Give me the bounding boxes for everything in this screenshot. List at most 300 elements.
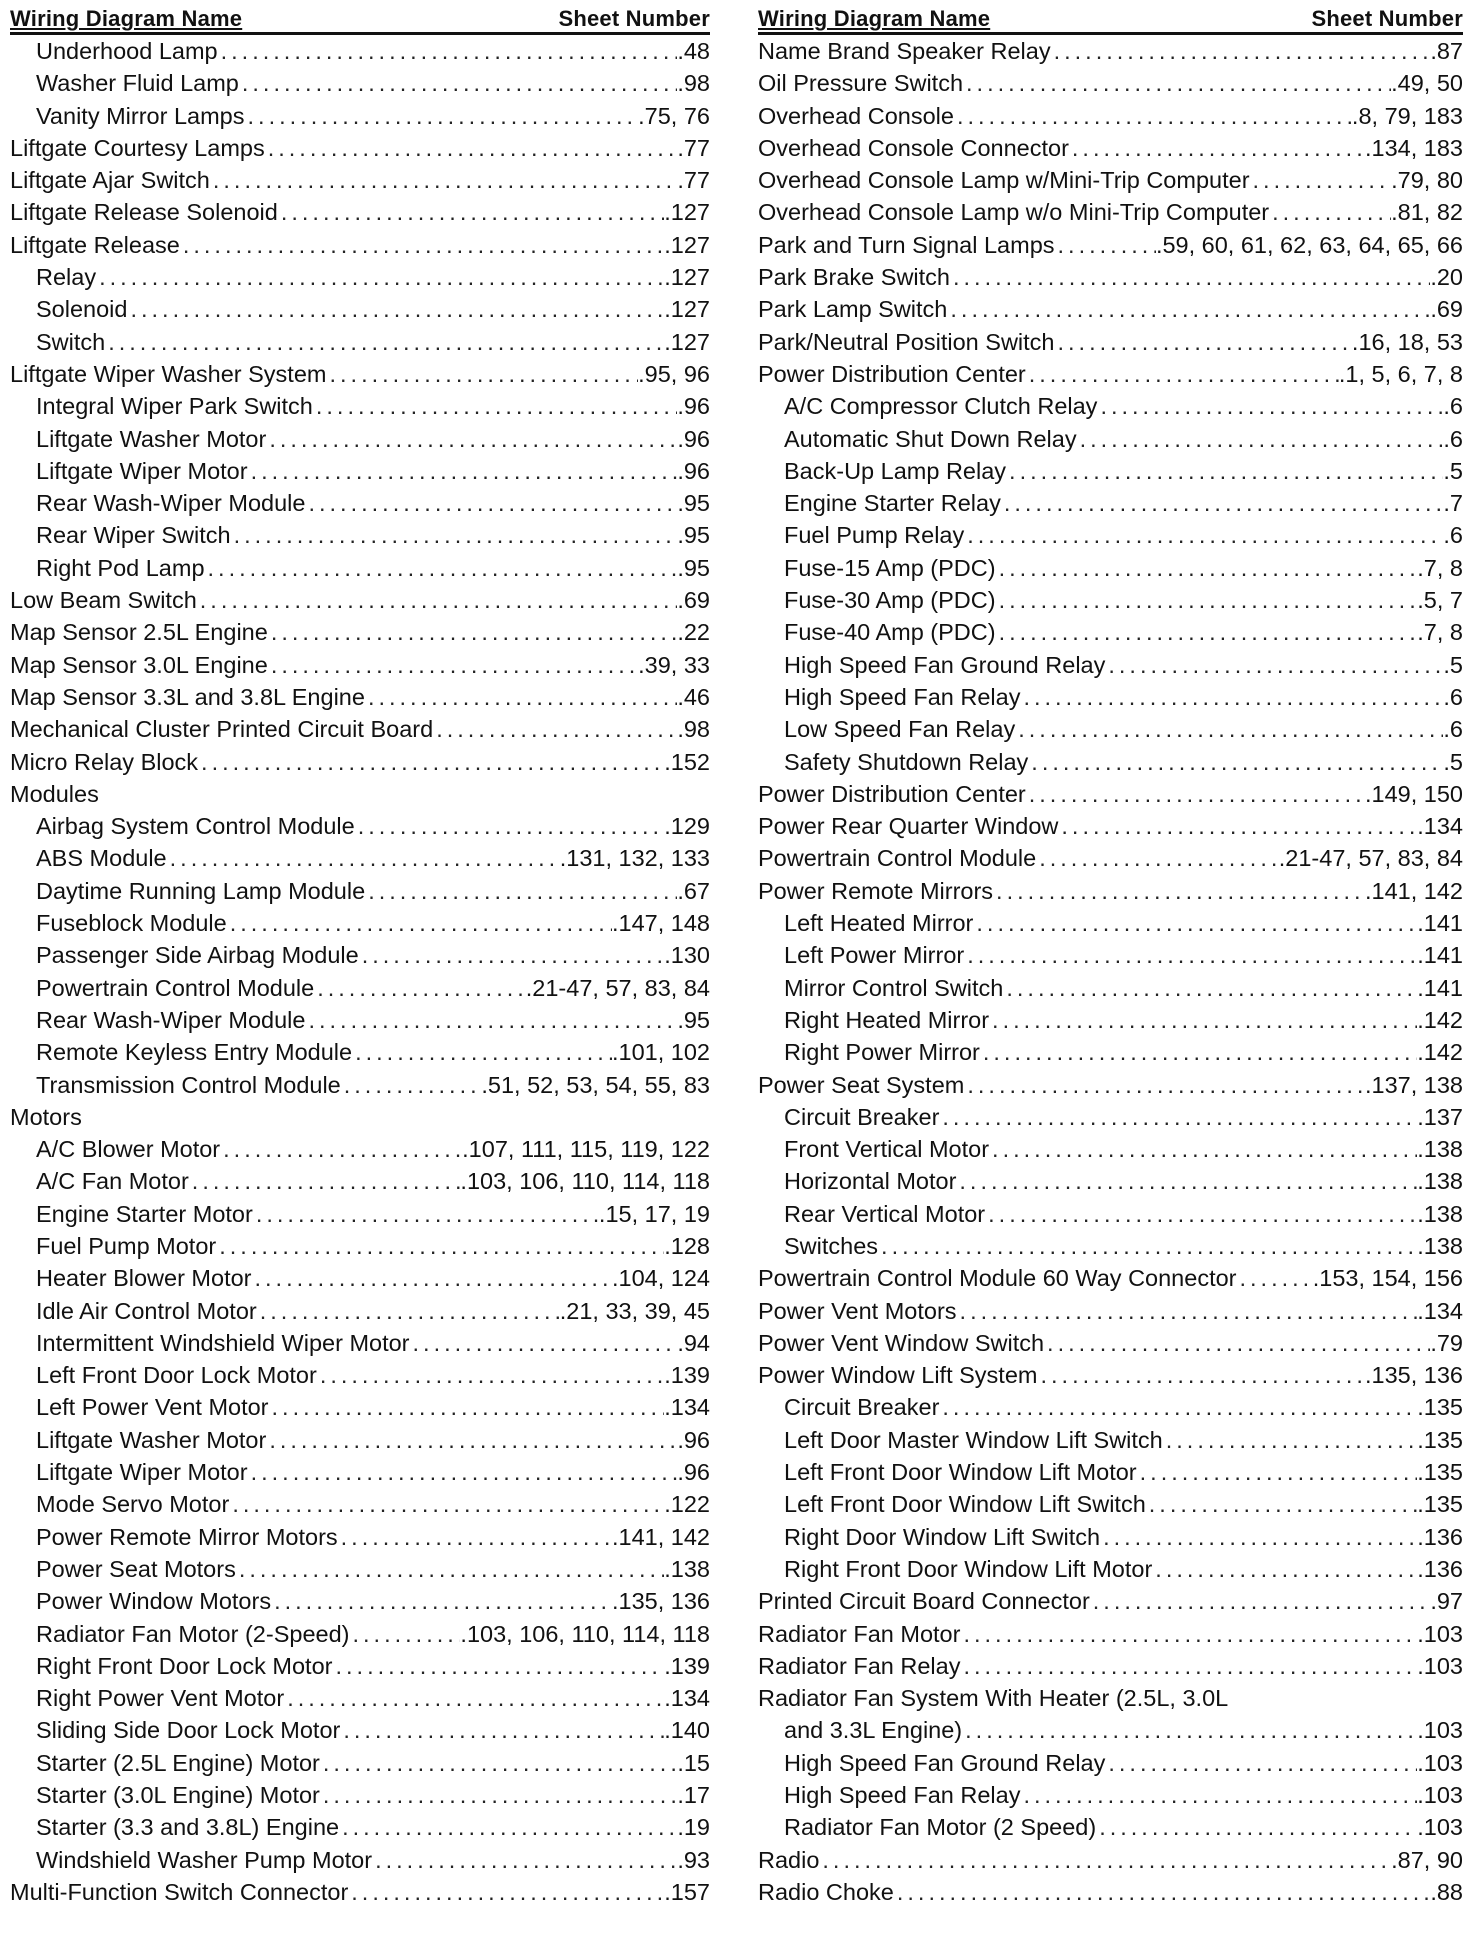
sheet-number: .138 [1417, 1232, 1463, 1259]
entry-label: Left Door Master Window Lift Switch [784, 1426, 1163, 1453]
index-entry [758, 293, 1463, 325]
index-entry [10, 1101, 710, 1133]
dot-leader [227, 907, 612, 939]
sheet-number: .141, 142 [1364, 877, 1463, 904]
sheet-number: .141 [1417, 910, 1463, 937]
index-entry [10, 552, 710, 584]
dot-leader [962, 1714, 1417, 1746]
column-header [10, 4, 710, 35]
entry-label: Motors [10, 1103, 82, 1130]
index-entry [758, 1811, 1463, 1843]
sheet-number: .138 [1417, 1136, 1463, 1163]
sheet-number: .141 [1417, 974, 1463, 1001]
entry-label: Power Seat Motors [36, 1555, 236, 1582]
entry-label: Power Window Lift System [758, 1362, 1038, 1389]
dot-leader [305, 487, 677, 519]
sheet-number: .7 [1443, 490, 1463, 517]
entry-label: Power Remote Mirrors [758, 877, 994, 904]
entry-label: Overhead Console [758, 102, 954, 129]
index-entry [758, 358, 1463, 390]
entry-label: Left Front Door Lock Motor [36, 1362, 317, 1389]
entry-label: and 3.3L Engine) [784, 1717, 963, 1744]
sheet-number: .16, 18, 53 [1351, 328, 1463, 355]
entry-label: Left Heated Mirror [784, 910, 974, 937]
index-entry [10, 1295, 710, 1327]
index-entry [758, 1359, 1463, 1391]
entry-label: Automatic Shut Down Relay [784, 425, 1077, 452]
dot-leader [1105, 1747, 1417, 1779]
dot-leader [348, 1876, 664, 1908]
index-entry [10, 229, 710, 261]
index-entry [10, 1198, 710, 1230]
sheet-number: .15 [677, 1749, 710, 1776]
dot-leader [960, 1650, 1417, 1682]
entry-label: Liftgate Washer Motor [36, 425, 267, 452]
index-entry [10, 1456, 710, 1488]
index-entry [10, 1682, 710, 1714]
index-entry [10, 1779, 710, 1811]
index-entry [10, 1650, 710, 1682]
sheet-number: .95 [677, 554, 710, 581]
index-entry [758, 1779, 1463, 1811]
sheet-number: .15, 17, 19 [598, 1200, 710, 1227]
entry-label: Liftgate Wiper Motor [36, 457, 248, 484]
sheet-number: .59, 60, 61, 62, 63, 64, 65, 66 [1155, 231, 1463, 258]
dot-leader [320, 1747, 677, 1779]
sheet-number: .127 [664, 231, 710, 258]
dot-leader [1001, 487, 1444, 519]
index-entry [758, 842, 1463, 874]
dot-leader [248, 1456, 678, 1488]
column-header [758, 4, 1463, 35]
sheet-number: .96 [677, 425, 710, 452]
dot-leader [284, 1682, 664, 1714]
dot-leader [326, 358, 638, 390]
index-entry [758, 390, 1463, 422]
index-entry [10, 487, 710, 519]
dot-leader [1054, 326, 1351, 358]
dot-leader [317, 1359, 664, 1391]
entry-label: Micro Relay Block [10, 748, 199, 775]
dot-leader [265, 132, 678, 164]
entry-label: Map Sensor 2.5L Engine [10, 619, 268, 646]
sheet-number: .157 [664, 1878, 710, 1905]
index-entry [758, 35, 1463, 67]
index-entry [758, 1521, 1463, 1553]
entry-label: Radiator Fan Motor (2 Speed) [784, 1814, 1097, 1841]
sheet-number: .87 [1430, 38, 1463, 64]
dot-leader [1026, 778, 1365, 810]
index-entry [758, 487, 1463, 519]
sheet-number: .103 [1417, 1782, 1463, 1809]
sheet-number: .153, 154, 156 [1312, 1265, 1463, 1292]
dot-leader [332, 1650, 664, 1682]
index-entry [10, 132, 710, 164]
sheet-number: .134 [1417, 813, 1463, 840]
entry-label: Solenoid [36, 296, 128, 323]
dot-leader [996, 552, 1418, 584]
index-entry [758, 1618, 1463, 1650]
sheet-number: .21-47, 57, 83, 84 [1278, 845, 1463, 872]
index-entry [10, 616, 710, 648]
entry-label: Passenger Side Airbag Module [36, 942, 359, 969]
sheet-number: .7, 8 [1417, 554, 1463, 581]
index-entry [10, 1069, 710, 1101]
sheet-number: .6 [1443, 522, 1463, 549]
dot-leader [973, 907, 1417, 939]
index-entry [10, 261, 710, 293]
index-entry [758, 1682, 1463, 1714]
index-entry [758, 1747, 1463, 1779]
dot-leader [1077, 423, 1444, 455]
entry-label: Left Power Mirror [784, 942, 965, 969]
entry-label: Idle Air Control Motor [36, 1297, 257, 1324]
index-entry [10, 1585, 710, 1617]
index-entry [10, 1004, 710, 1036]
index-entry [758, 1488, 1463, 1520]
entry-label: Mode Servo Motor [36, 1491, 230, 1518]
index-entry [758, 681, 1463, 713]
dot-leader [963, 67, 1391, 99]
sheet-number: .103 [1417, 1620, 1463, 1647]
dot-leader [372, 1844, 677, 1876]
sheet-number: .131, 132, 133 [559, 845, 710, 872]
entry-label: Windshield Washer Pump Motor [36, 1846, 373, 1873]
dot-leader [996, 584, 1418, 616]
entry-label: Fuseblock Module [36, 910, 227, 937]
dot-leader [197, 584, 678, 616]
entry-label: Right Power Vent Motor [36, 1685, 285, 1712]
dot-leader [340, 1714, 664, 1746]
entry-label: Powertrain Control Module 60 Way Connector [758, 1265, 1237, 1292]
sheet-number: .48 [677, 38, 710, 64]
entry-label: Rear Wash-Wiper Module [36, 1006, 306, 1033]
dot-leader [1028, 746, 1443, 778]
entry-label: Radio [758, 1846, 820, 1873]
dot-leader [167, 842, 560, 874]
index-entry [758, 455, 1463, 487]
sheet-number: .20 [1430, 264, 1463, 291]
dot-leader [1137, 1456, 1418, 1488]
dot-leader [1237, 1262, 1313, 1294]
sheet-number: .77 [677, 134, 710, 161]
dot-leader [210, 164, 677, 196]
dot-leader [355, 810, 665, 842]
dot-leader [1096, 1811, 1417, 1843]
index-entry [758, 939, 1463, 971]
entry-label: Modules [10, 780, 99, 807]
dot-leader [365, 681, 677, 713]
sheet-number: .103 [1417, 1749, 1463, 1776]
sheet-number: .141 [1417, 942, 1463, 969]
dot-leader [1250, 164, 1392, 196]
dot-leader [338, 1521, 612, 1553]
sheet-number: .21-47, 57, 83, 84 [525, 974, 710, 1001]
entry-label: Airbag System Control Module [36, 813, 355, 840]
index-entry [758, 67, 1463, 99]
entry-label: Liftgate Courtesy Lamps [10, 134, 265, 161]
dot-leader [257, 1295, 560, 1327]
entry-label: Oil Pressure Switch [758, 70, 964, 97]
sheet-number-heading: Sheet Number [558, 6, 710, 31]
entry-label: Radiator Fan Relay [758, 1652, 961, 1679]
sheet-number: .6 [1443, 425, 1463, 452]
entry-label: ABS Module [36, 845, 167, 872]
index-entry [758, 132, 1463, 164]
sheet-number: .138 [1417, 1168, 1463, 1195]
index-entry [10, 1036, 710, 1068]
sheet-number: .94 [677, 1329, 710, 1356]
dot-leader [105, 326, 664, 358]
entry-label: Horizontal Motor [784, 1168, 957, 1195]
dot-leader [1105, 649, 1443, 681]
sheet-number: .103 [1417, 1717, 1463, 1744]
dot-leader [996, 616, 1418, 648]
sheet-number: .103 [1417, 1814, 1463, 1841]
index-entry [10, 746, 710, 778]
sheet-number: .135 [1417, 1426, 1463, 1453]
dot-leader [950, 261, 1430, 293]
entry-label: Rear Wash-Wiper Module [36, 490, 306, 517]
entry-label: Mirror Control Switch [784, 974, 1004, 1001]
entry-label: Sliding Side Door Lock Motor [36, 1717, 341, 1744]
dot-leader [231, 519, 678, 551]
dot-leader [198, 746, 664, 778]
dot-leader [410, 1327, 678, 1359]
entry-label: Washer Fluid Lamp [36, 70, 239, 97]
entry-label: Left Front Door Window Lift Motor [784, 1459, 1137, 1486]
index-entry [10, 35, 710, 67]
index-entry [10, 939, 710, 971]
entry-label: A/C Fan Motor [36, 1168, 189, 1195]
index-entry [758, 1230, 1463, 1262]
entry-label: Multi-Function Switch Connector [10, 1878, 349, 1905]
index-entry [10, 1391, 710, 1423]
dot-leader [320, 1779, 677, 1811]
index-entry [10, 810, 710, 842]
dot-leader [960, 1618, 1417, 1650]
dot-leader [1152, 1553, 1417, 1585]
index-entry [758, 1714, 1463, 1746]
index-entry [10, 1488, 710, 1520]
index-entry [758, 1391, 1463, 1423]
index-entry [758, 1650, 1463, 1682]
index-entry [10, 1133, 710, 1165]
sheet-number: .103 [1417, 1652, 1463, 1679]
sheet-number: .135 [1417, 1394, 1463, 1421]
dot-leader [1037, 1359, 1365, 1391]
entry-label: Power Seat System [758, 1071, 965, 1098]
index-entry [10, 455, 710, 487]
index-entry [10, 584, 710, 616]
dot-leader [980, 1036, 1417, 1068]
sheet-number: .149, 150 [1364, 780, 1463, 807]
dot-leader [1036, 842, 1279, 874]
index-entries [10, 35, 710, 1908]
index-entry [758, 261, 1463, 293]
dot-leader [305, 1004, 677, 1036]
index-entry [10, 681, 710, 713]
index-entry [758, 972, 1463, 1004]
sheet-number: .93 [677, 1846, 710, 1873]
dot-leader [248, 455, 678, 487]
entry-label: Overhead Console Lamp w/o Mini-Trip Computer [758, 199, 1270, 226]
entry-label: Powertrain Control Module [36, 974, 315, 1001]
index-entry [758, 423, 1463, 455]
index-entry [758, 713, 1463, 745]
entry-label: Map Sensor 3.3L and 3.8L Engine [10, 683, 365, 710]
dot-leader [96, 261, 664, 293]
entry-label: Switches [784, 1232, 879, 1259]
index-entry [10, 649, 710, 681]
index-entry [758, 229, 1463, 261]
sheet-number-heading: Sheet Number [1311, 6, 1463, 31]
sheet-number: .67 [677, 877, 710, 904]
sheet-number: .19 [677, 1814, 710, 1841]
dot-leader [1020, 681, 1443, 713]
dot-leader [1269, 196, 1391, 228]
dot-leader [878, 1230, 1417, 1262]
sheet-number: .127 [664, 199, 710, 226]
index-entry [758, 1198, 1463, 1230]
sheet-number: .79 [1430, 1329, 1463, 1356]
sheet-number: .6 [1443, 683, 1463, 710]
dot-leader [1020, 1779, 1417, 1811]
sheet-number: .139 [664, 1362, 710, 1389]
sheet-number: .95 [677, 522, 710, 549]
entry-label: Liftgate Wiper Motor [36, 1459, 248, 1486]
index-entries [758, 35, 1463, 1908]
entry-label: Right Pod Lamp [36, 554, 205, 581]
index-entry [10, 423, 710, 455]
entry-label: Daytime Running Lamp Module [36, 877, 366, 904]
index-entry [10, 100, 710, 132]
entry-label: Radiator Fan Motor [758, 1620, 961, 1647]
index-entry [758, 1295, 1463, 1327]
dot-leader [313, 390, 677, 422]
entry-label: Low Beam Switch [10, 587, 197, 614]
index-entry [10, 1424, 710, 1456]
index-entry [758, 1456, 1463, 1488]
entry-label: Rear Wiper Switch [36, 522, 231, 549]
entry-label: Underhood Lamp [36, 38, 218, 64]
sheet-number: .138 [1417, 1200, 1463, 1227]
entry-label: Park and Turn Signal Lamps [758, 231, 1055, 258]
entry-label: Intermittent Windshield Wiper Motor [36, 1329, 410, 1356]
sheet-number: .130 [664, 942, 710, 969]
index-entry [10, 358, 710, 390]
entry-label: Safety Shutdown Relay [784, 748, 1029, 775]
sheet-number: .95, 96 [638, 360, 710, 387]
entry-label: Right Front Door Lock Motor [36, 1652, 333, 1679]
index-entry [758, 584, 1463, 616]
dot-leader [1044, 1327, 1430, 1359]
sheet-number: .122 [664, 1491, 710, 1518]
entry-label: Power Vent Window Switch [758, 1329, 1045, 1356]
entry-label: Park Lamp Switch [758, 296, 948, 323]
dot-leader [964, 1069, 1365, 1101]
entry-label: Right Door Window Lift Switch [784, 1523, 1101, 1550]
dot-leader [1097, 390, 1443, 422]
dot-leader [349, 1618, 460, 1650]
sheet-number: .49, 50 [1391, 70, 1463, 97]
dot-leader [239, 67, 677, 99]
sheet-number: .96 [677, 1426, 710, 1453]
dot-leader [819, 1844, 1391, 1876]
dot-leader [1015, 713, 1443, 745]
sheet-number: .152 [664, 748, 710, 775]
index-entry [758, 164, 1463, 196]
dot-leader [268, 616, 678, 648]
right-column [758, 4, 1463, 1908]
index-entry [10, 842, 710, 874]
left-column [10, 4, 710, 1908]
entry-label: Liftgate Wiper Washer System [10, 360, 327, 387]
index-entry [758, 1165, 1463, 1197]
entry-label: Transmission Control Module [36, 1071, 341, 1098]
wiring-diagram-name-heading: Wiring Diagram Name [758, 6, 991, 31]
sheet-number: .46 [677, 683, 710, 710]
sheet-number: .127 [664, 264, 710, 291]
sheet-number: .5 [1443, 651, 1463, 678]
sheet-number: .141, 142 [611, 1523, 710, 1550]
dot-leader [956, 1165, 1417, 1197]
entry-label: Right Power Mirror [784, 1039, 980, 1066]
entry-label: Right Front Door Window Lift Motor [784, 1555, 1153, 1582]
entry-label: High Speed Fan Relay [784, 1782, 1021, 1809]
sheet-number: .129 [664, 813, 710, 840]
entry-label: Power Window Motors [36, 1588, 272, 1615]
entry-label: Power Rear Quarter Window [758, 813, 1059, 840]
sheet-number: .104, 124 [611, 1265, 710, 1292]
dot-leader [341, 1069, 482, 1101]
entry-label: Right Heated Mirror [784, 1006, 990, 1033]
index-entry [10, 67, 710, 99]
entry-label: Fuse-15 Amp (PDC) [784, 554, 996, 581]
entry-label: Vanity Mirror Lamps [36, 102, 245, 129]
entry-label: Mechanical Cluster Printed Circuit Board [10, 716, 434, 743]
dot-leader [954, 100, 1352, 132]
sheet-number: .139 [664, 1652, 710, 1679]
entry-label: Liftgate Washer Motor [36, 1426, 267, 1453]
sheet-number: .137, 138 [1364, 1071, 1463, 1098]
dot-leader [894, 1876, 1430, 1908]
index-entry [758, 907, 1463, 939]
sheet-number: .147, 148 [611, 910, 710, 937]
dot-leader [1003, 972, 1417, 1004]
entry-label: High Speed Fan Relay [784, 683, 1021, 710]
entry-label: A/C Blower Motor [36, 1136, 221, 1163]
entry-label: Park/Neutral Position Switch [758, 328, 1055, 355]
index-entry [10, 293, 710, 325]
dot-leader [271, 1585, 612, 1617]
index-entry [10, 713, 710, 745]
entry-label: Low Speed Fan Relay [784, 716, 1016, 743]
sheet-number: .107, 111, 115, 119, 122 [462, 1136, 710, 1163]
dot-leader [1058, 810, 1417, 842]
dot-leader [252, 1262, 612, 1294]
dot-leader [266, 423, 677, 455]
entry-label: Name Brand Speaker Relay [758, 38, 1051, 64]
sheet-number: .96 [677, 457, 710, 484]
index-entry [758, 649, 1463, 681]
dot-leader [993, 875, 1365, 907]
index-entry [758, 616, 1463, 648]
sheet-number: .5, 7 [1417, 587, 1463, 614]
sheet-number: .81, 82 [1391, 199, 1463, 226]
entry-label: Circuit Breaker [784, 1394, 940, 1421]
index-entry [758, 196, 1463, 228]
